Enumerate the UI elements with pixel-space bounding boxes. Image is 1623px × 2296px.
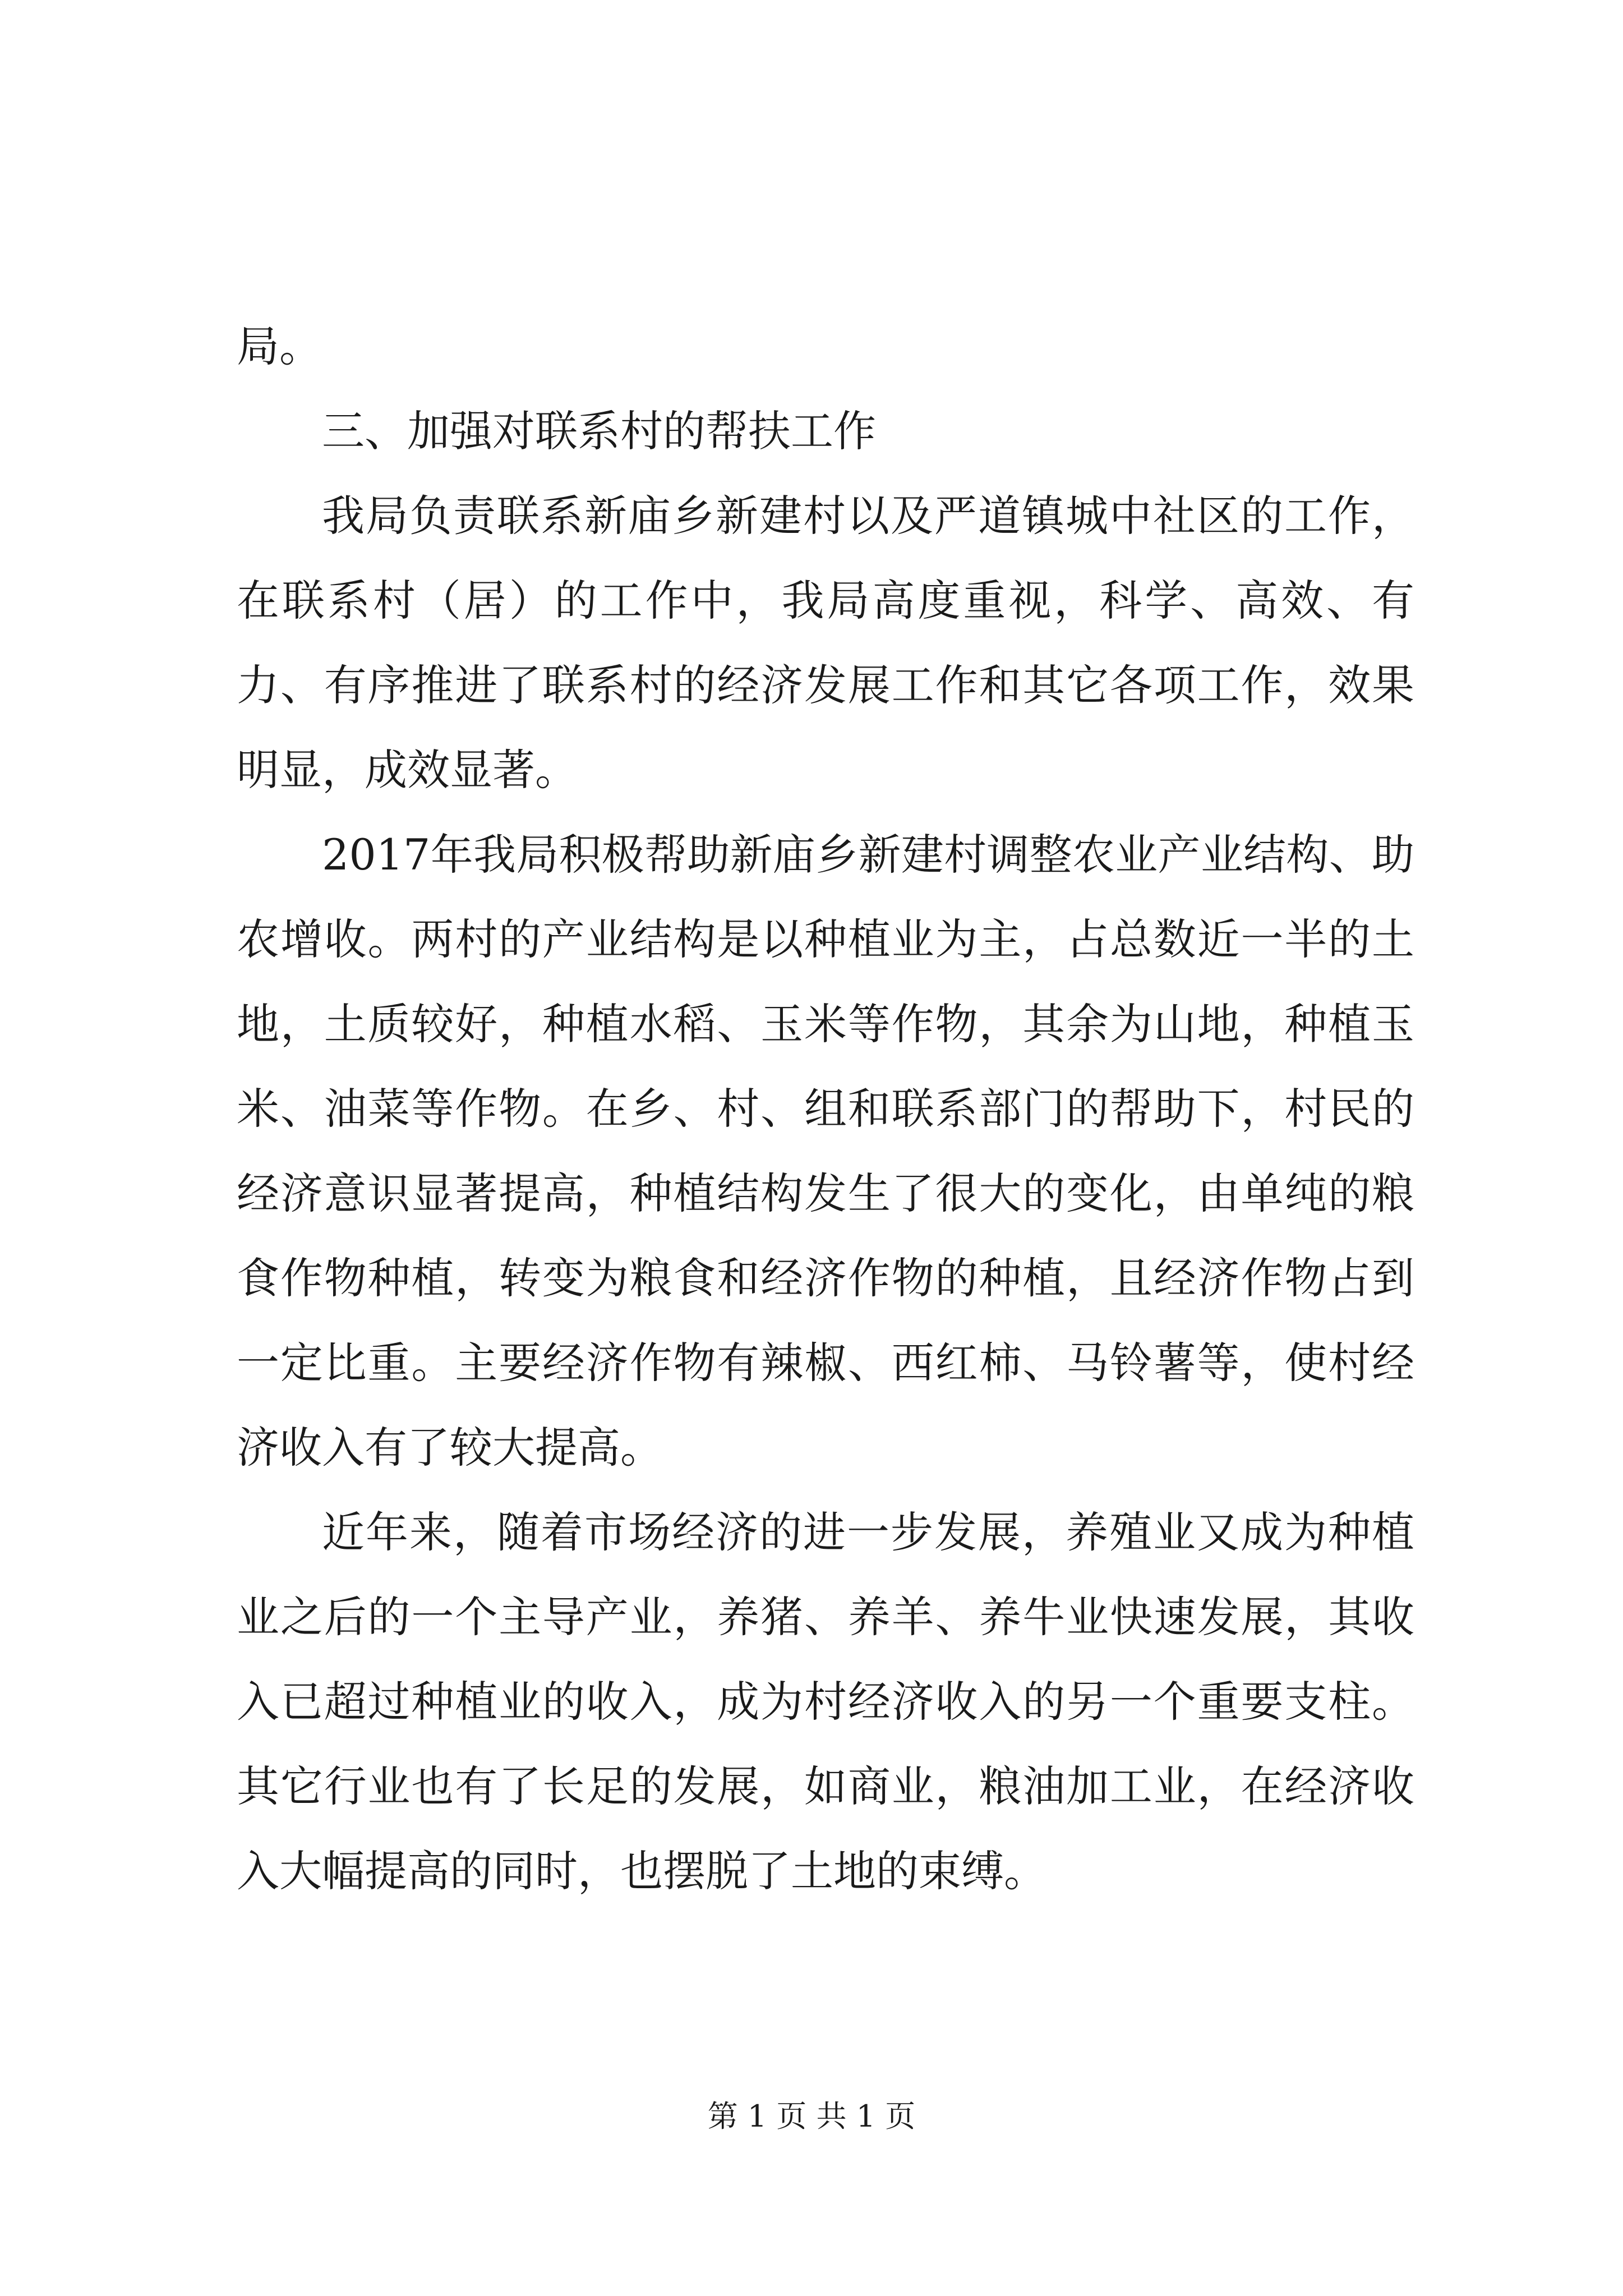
paragraph: 近年来，随着市场经济的进一步发展，养殖业又成为种植业之后的一个主导产业，养猪、养羊、养牛业快速发展，其收入已超过种植业的收入，成为村经济收入的另一个重要支柱。其它行业也有了长足的发展，如商业，粮油加工业，在经济收入大幅提高的同时，也摆脱了土地的束缚。 (237, 1507, 1414, 1896)
paragraph: 我局负责联系新庙乡新建村以及严道镇城中社区的工作，在联系村（居）的工作中，我局高度重视，科学、高效、有力、有序推进了联系村的经济发展工作和其它各项工作，效果明显，成效显著。 (237, 491, 1414, 795)
section-heading: 三、加强对联系村的帮扶工作 (322, 406, 876, 456)
document-body (237, 304, 1414, 1913)
page-footer: 第 1 页 共 1 页 (707, 2099, 916, 2134)
paragraph-continuation: 局。 (237, 321, 322, 371)
paragraph: 2017年我局积极帮助新庙乡新建村调整农业产业结构、助农增收。两村的产业结构是以种植业为主，占总数近一半的土地，土质较好，种植水稻、玉米等作物，其余为山地，种植玉米、油菜等作物。在乡、村、组和联系部门的帮助下，村民的经济意识显著提高，种植结构发生了很大的变化，由单纯的粮食作物种植，转变为粮食和经济作物的种植，且经济作物占到一定比重。主要经济作物有辣椒、西红柿、马铃薯等，使村经济收入有了较大提高。 (237, 830, 1414, 1473)
